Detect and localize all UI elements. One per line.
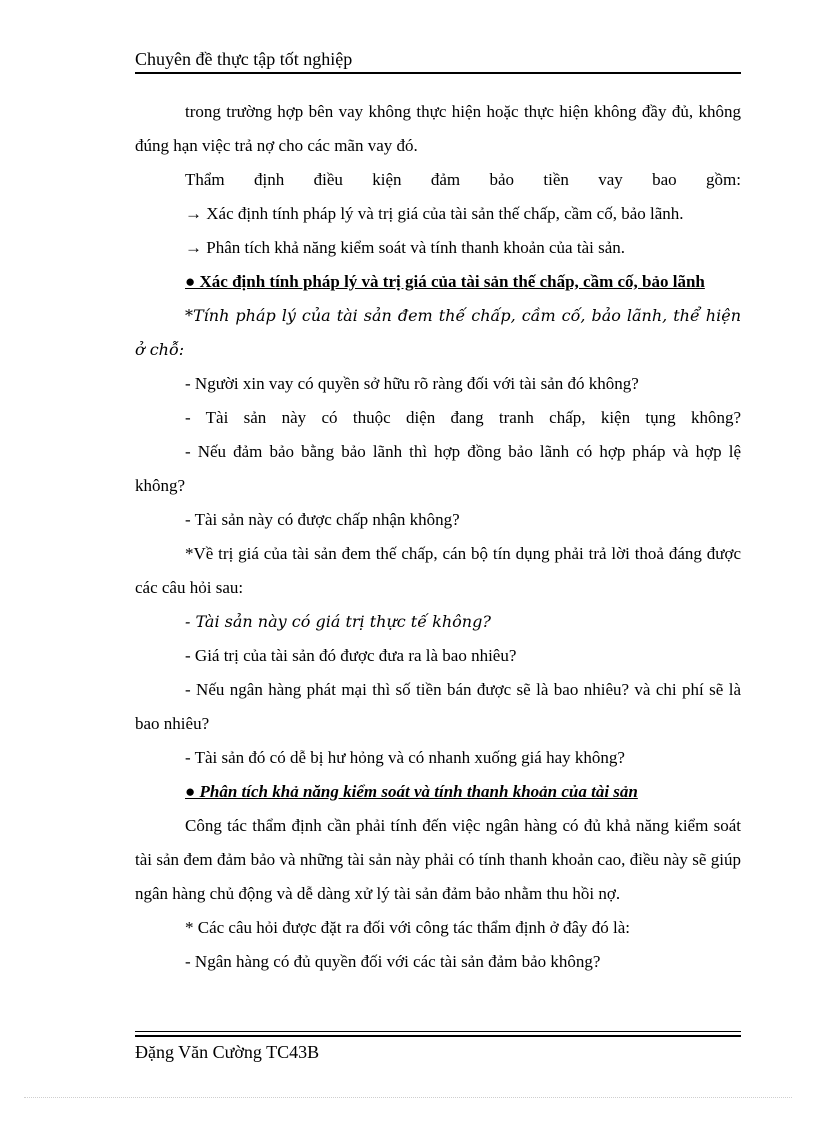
italic-question-item: - Tài sản này có giá trị thực tế không?	[185, 612, 491, 631]
question-item: - Nếu ngân hàng phát mại thì số tiền bán được sẽ là bao nhiêu? và chi phí sẽ là bao nhiêu?	[135, 680, 741, 733]
question-item: - Nếu đảm bảo bằng bảo lãnh thì hợp đồng bảo lãnh có hợp pháp và hợp lệ không?	[135, 442, 741, 495]
document-body	[135, 95, 741, 979]
page-edge-divider	[24, 1097, 792, 1098]
paragraph: Thẩm định điều kiện đảm bảo tiền vay bao gồm:	[185, 170, 741, 189]
italic-paragraph: *Tính pháp lý của tài sản đem thế chấp, cầm cố, bảo lãnh, thể hiện ở chỗ:	[135, 306, 741, 359]
footer-divider	[135, 1031, 741, 1037]
paragraph: *Về trị giá của tài sản đem thế chấp, cán bộ tín dụng phải trả lời thoả đáng được các câu hỏi sau:	[135, 544, 741, 597]
question-item: - Người xin vay có quyền sở hữu rõ ràng đối với tài sản đó không?	[185, 374, 639, 393]
question-item: - Giá trị của tài sản đó được đưa ra là bao nhiêu?	[185, 646, 517, 665]
question-item: - Tài sản này có được chấp nhận không?	[185, 510, 460, 529]
paragraph: * Các câu hỏi được đặt ra đối với công tác thẩm định ở đây đó là:	[185, 918, 631, 937]
arrow-item: → Phân tích khả năng kiểm soát và tính thanh khoản của tài sản.	[185, 238, 626, 257]
question-item: - Ngân hàng có đủ quyền đối với các tài sản đảm bảo không?	[185, 952, 601, 971]
question-item: - Tài sản này có thuộc diện đang tranh chấp, kiện tụng không?	[185, 408, 741, 427]
section-heading: ● Xác định tính pháp lý và trị giá của tài sản thế chấp, cầm cố, bảo lãnh	[185, 272, 705, 291]
page-header: Chuyên đề thực tập tốt nghiệp	[135, 48, 741, 74]
page-footer: Đặng Văn Cường TC43B	[135, 1042, 320, 1062]
section-heading: ● Phân tích khả năng kiểm soát và tính thanh khoản của tài sản	[185, 782, 638, 801]
paragraph: trong trường hợp bên vay không thực hiện hoặc thực hiện không đầy đủ, không đúng hạn việc trả nợ cho các mãn vay đó.	[135, 102, 741, 155]
paragraph: Công tác thẩm định cần phải tính đến việc ngân hàng có đủ khả năng kiểm soát tài sản đem đảm bảo và những tài sản này phải có tính thanh khoản cao, điều này sẽ giúp ngân hàng chủ động và dễ dàng xử lý tài sản đảm bảo nhằm thu hồi nợ.	[135, 816, 741, 903]
arrow-item: → Xác định tính pháp lý và trị giá của tài sản thế chấp, cầm cố, bảo lãnh.	[185, 204, 684, 223]
question-item: - Tài sản đó có dễ bị hư hỏng và có nhanh xuống giá hay không?	[185, 748, 625, 767]
